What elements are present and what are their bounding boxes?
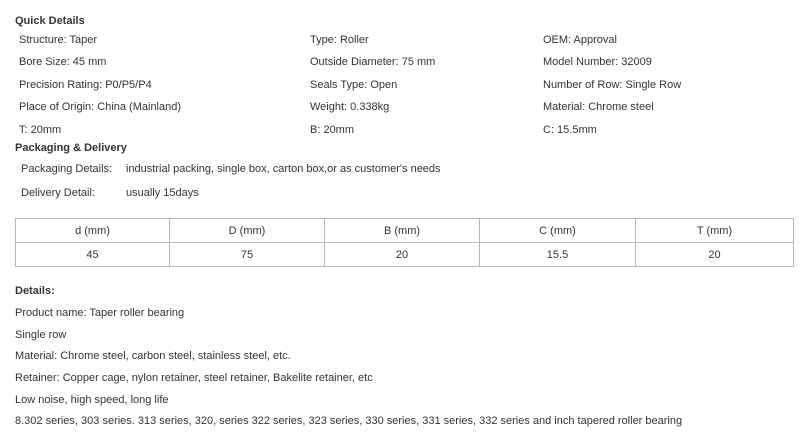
spec-model-number: Model Number: 32009 (543, 56, 652, 68)
spec-type: Type: Roller (310, 34, 369, 46)
table-header-cell: D (mm) (170, 219, 325, 243)
spec-place-of-origin: Place of Origin: China (Mainland) (19, 101, 182, 113)
table-cell: 20 (325, 243, 480, 267)
spec-c: C: 15.5mm (543, 124, 597, 136)
spec-precision-rating: Precision Rating: P0/P5/P4 (19, 79, 152, 91)
packaging-details-label: Packaging Details: (21, 163, 113, 175)
spec-number-of-row: Number of Row: Single Row (543, 79, 682, 91)
spec-structure: Structure: Taper (19, 34, 98, 46)
dimension-table (15, 218, 794, 267)
packaging-details-value: industrial packing, single box, carton box,or as customer's needs (126, 163, 441, 175)
table-header-cell: T (mm) (636, 219, 794, 243)
table-header-cell: B (mm) (325, 219, 480, 243)
table-header-cell: C (mm) (480, 219, 636, 243)
spec-material: Material: Chrome steel (543, 101, 654, 113)
table-cell: 20 (636, 243, 794, 267)
delivery-detail-value: usually 15days (126, 187, 199, 199)
details-line: 8.302 series, 303 series. 313 series, 320, series 322 series, 323 series, 330 series, 331 series, 332 series and inch tapered roller bearing (15, 415, 683, 427)
delivery-detail-label: Delivery Detail: (21, 187, 95, 199)
spec-outside-diameter: Outside Diameter: 75 mm (310, 56, 436, 68)
details-line: Retainer: Copper cage, nylon retainer, steel retainer, Bakelite retainer, etc (15, 372, 373, 384)
details-line: Single row (15, 329, 67, 341)
spec-seals-type: Seals Type: Open (310, 79, 398, 91)
spec-bore-size: Bore Size: 45 mm (19, 56, 107, 68)
table-row (16, 243, 794, 267)
quick-details-heading: Quick Details (15, 15, 85, 27)
details-line: Product name: Taper roller bearing (15, 307, 185, 319)
spec-weight: Weight: 0.338kg (310, 101, 390, 113)
spec-b: B: 20mm (310, 124, 355, 136)
table-header-row (16, 219, 794, 243)
spec-oem: OEM: Approval (543, 34, 617, 46)
table-cell: 15.5 (480, 243, 636, 267)
details-line: Material: Chrome steel, carbon steel, stainless steel, etc. (15, 350, 291, 362)
table-cell: 45 (16, 243, 170, 267)
spec-t: T: 20mm (19, 124, 62, 136)
details-heading: Details: (15, 285, 55, 297)
packaging-heading: Packaging & Delivery (15, 142, 127, 154)
table-cell: 75 (170, 243, 325, 267)
details-line: Low noise, high speed, long life (15, 394, 169, 406)
table-header-cell: d (mm) (16, 219, 170, 243)
